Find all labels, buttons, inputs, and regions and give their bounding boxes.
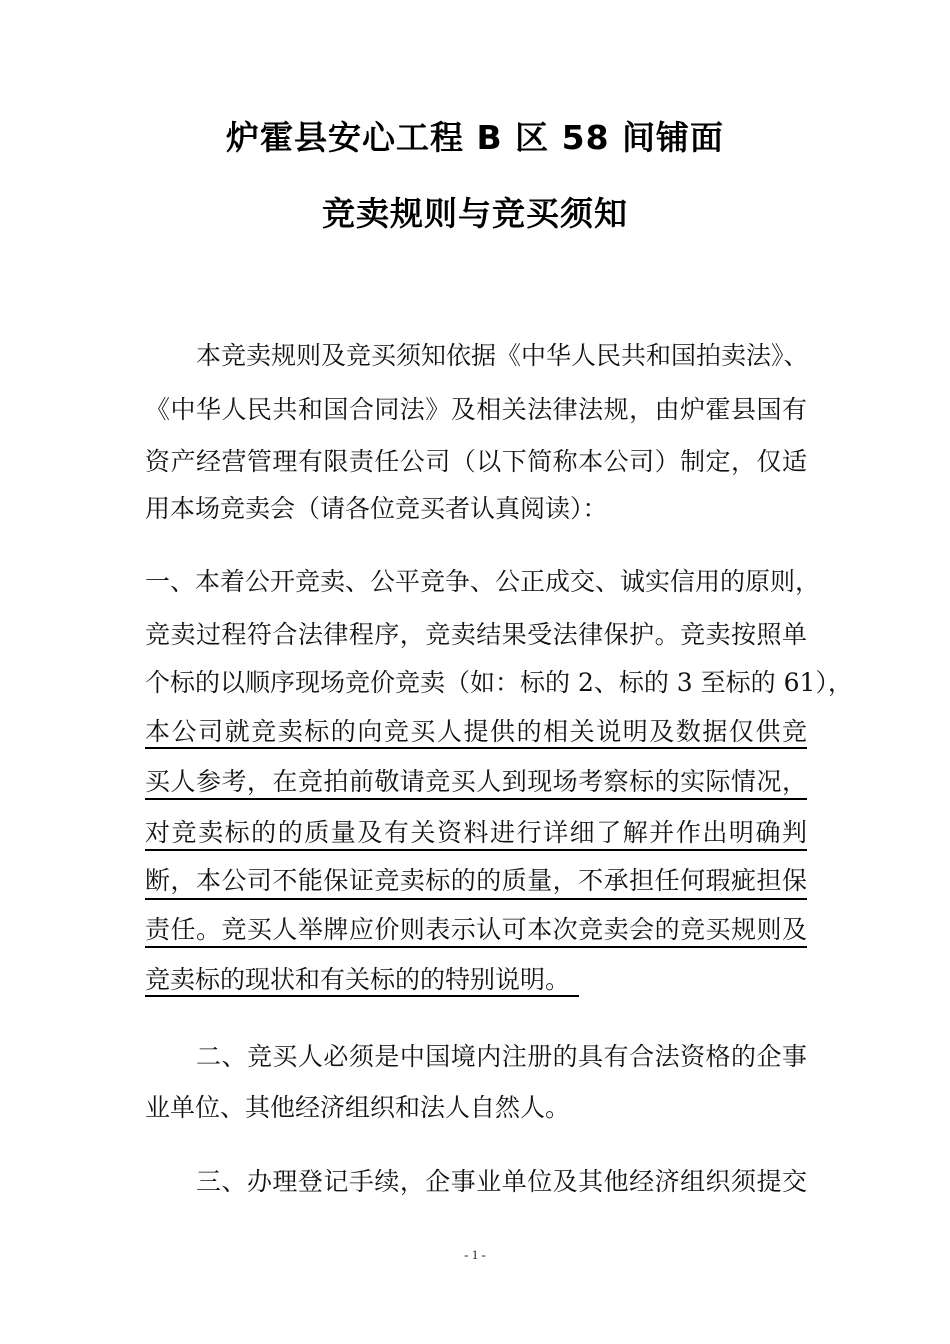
section1-line-6: 对竞卖标的的质量及有关资料进行详细了解并作出明确判 [145,818,807,847]
underline-rule [145,747,807,749]
intro-line-3: 资产经营管理有限责任公司（以下简称本公司）制定，仅适 [145,447,807,476]
underline-rule [145,898,807,900]
underline-rule [145,798,807,800]
page-number: - 1 - [464,1247,486,1262]
section1-line-1: 一、本着公开竞卖、公平竞争、公正成交、诚实信用的原则， [145,567,821,596]
section1-line-2: 竞卖过程符合法律程序，竞卖结果受法律保护。竞卖按照单 [145,620,807,649]
section1-line-5: 买人参考，在竞拍前敬请竞买人到现场考察标的实际情况， [145,767,807,796]
intro-line-1: 本竞卖规则及竞买须知依据《中华人民共和国拍卖法》、 [196,341,809,370]
section1-line-8: 责任。竞买人举牌应价则表示认可本次竞卖会的竞买规则及 [145,915,807,944]
section1-line-3: 个标的以顺序现场竞价竞卖（如：标的 2、标的 3 至标的 61）， [145,668,853,697]
document-title-line-2: 竞卖规则与竞买须知 [322,194,628,233]
intro-line-4: 用本场竞卖会（请各位竞买者认真阅读）： [145,494,608,523]
section2-line-2: 业单位、其他经济组织和法人自然人。 [145,1093,571,1122]
underline-rule [145,946,807,948]
document-title-line-1: 炉霍县安心工程 B 区 58 间铺面 [225,118,725,157]
underline-rule [145,995,579,997]
intro-line-2: 《中华人民共和国合同法》及相关法律法规，由炉霍县国有 [145,395,807,424]
section1-line-7: 断，本公司不能保证竞卖标的的质量，不承担任何瑕疵担保 [145,866,807,895]
section1-line-9: 竞卖标的现状和有关标的的特别说明。 [145,965,571,994]
section1-line-4: 本公司就竞卖标的向竞买人提供的相关说明及数据仅供竞 [145,717,807,746]
section3-line-1: 三、办理登记手续，企事业单位及其他经济组织须提交 [196,1167,807,1196]
section2-line-1: 二、竞买人必须是中国境内注册的具有合法资格的企事 [196,1042,807,1071]
underline-rule [145,849,807,851]
